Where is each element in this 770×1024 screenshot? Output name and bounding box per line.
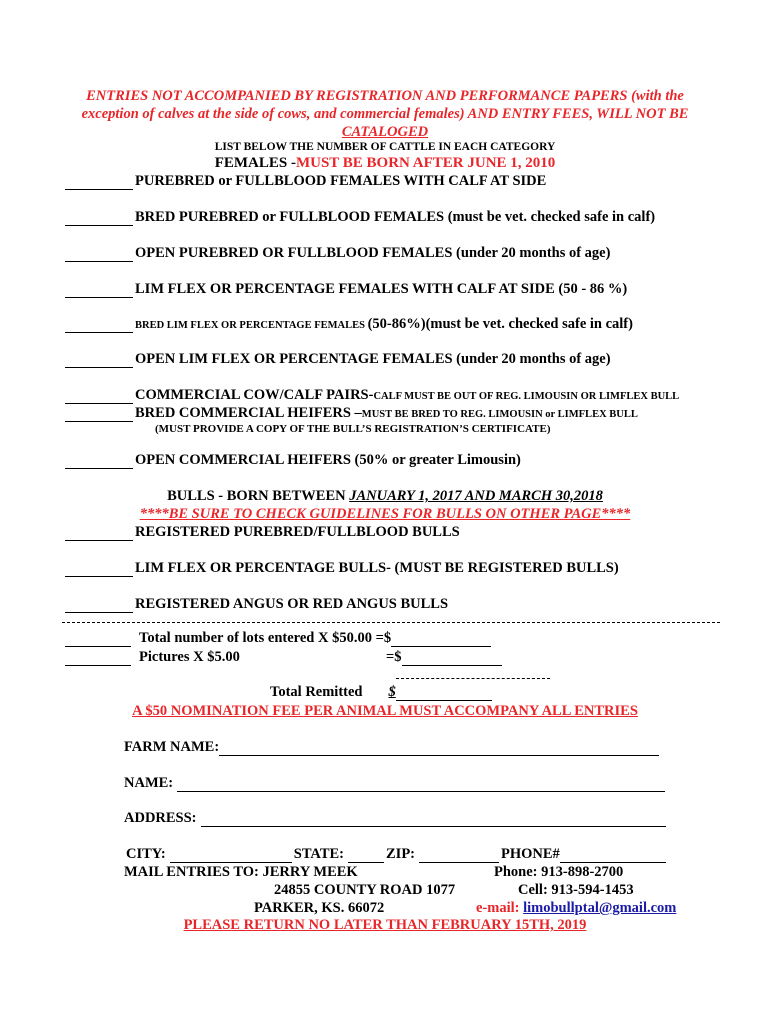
count-blank[interactable] [65, 353, 133, 368]
row-label: LIM FLEX OR PERCENTAGE FEMALES WITH CALF AT SIDE (50 - 86 %) [135, 281, 628, 297]
count-blank[interactable] [65, 454, 133, 469]
row-label: OPEN LIM FLEX OR PERCENTAGE FEMALES (under 20 months of age) [135, 351, 611, 367]
count-blank[interactable] [65, 211, 133, 226]
females-heading [0, 155, 770, 172]
pictures-row [65, 649, 240, 666]
total-lots-label: Total number of lots entered X $50.00 =$ [139, 630, 392, 646]
warning-line-2: exception of calves at the side of cows, and commercial females) AND ENTRY FEES, WILL NOT BE [81, 106, 689, 122]
name-field [124, 775, 667, 792]
female-row-9 [65, 452, 521, 469]
email-link[interactable]: limobullptal@gmail.com [523, 900, 677, 916]
bull-certificate-note: (MUST PROVIDE A COPY OF THE BULL’S REGISTRATION’S CERTIFICATE) [155, 423, 551, 435]
city-state-zip-phone-row [126, 846, 668, 863]
count-blank[interactable] [65, 247, 133, 262]
pictures-label: Pictures X $5.00 [139, 649, 240, 665]
mail-city: PARKER, KS. 66072 [254, 900, 385, 916]
dashed-separator [62, 622, 720, 623]
count-blank[interactable] [65, 526, 133, 541]
row-label: REGISTERED ANGUS OR RED ANGUS BULLS [135, 596, 449, 612]
female-row-4 [65, 281, 627, 298]
female-row-1 [65, 173, 546, 190]
total-remitted-dollar: $ [388, 684, 396, 700]
row-label-small: CALF MUST BE OUT OF REG. LIMOUSIN OR LIMFLEX BULL [373, 391, 680, 402]
state-input[interactable] [348, 848, 384, 863]
total-remitted-label: Total Remitted [270, 684, 363, 700]
mail-phone: Phone: 913-898-2700 [494, 864, 624, 880]
count-blank[interactable] [65, 283, 133, 298]
phone-input[interactable] [560, 848, 666, 863]
total-lots-row [65, 630, 493, 647]
count-blank[interactable] [65, 175, 133, 190]
farm-name-input[interactable] [219, 741, 659, 756]
count-blank[interactable] [65, 389, 133, 404]
count-blank[interactable] [65, 407, 133, 422]
row-label: BRED COMMERCIAL HEIFERS – [135, 405, 362, 421]
female-row-2 [65, 209, 655, 226]
zip-input[interactable] [419, 848, 499, 863]
subtotal-separator [396, 678, 550, 679]
row-label-small: BRED LIM FLEX OR PERCENTAGE FEMALES [135, 320, 368, 331]
mail-email-row [476, 900, 676, 917]
females-born-after: MUST BE BORN AFTER JUNE 1, 2010 [295, 155, 556, 171]
count-blank[interactable] [65, 632, 131, 647]
female-row-3 [65, 245, 610, 262]
count-blank[interactable] [65, 651, 131, 666]
address-input[interactable] [201, 812, 666, 827]
address-field [124, 810, 668, 827]
amount-blank[interactable] [402, 651, 502, 666]
warning-line-1: ENTRIES NOT ACCOMPANIED BY REGISTRATION AND PERFORMANCE PAPERS (with the [86, 88, 684, 104]
row-label: LIM FLEX OR PERCENTAGE BULLS- (MUST BE REGISTERED BULLS) [135, 560, 619, 576]
email-label: e-mail: [476, 900, 524, 916]
total-remitted-row [270, 684, 494, 701]
return-deadline: PLEASE RETURN NO LATER THAN FEBRUARY 15TH, 2019 [183, 917, 587, 933]
female-row-7 [65, 387, 679, 404]
bull-row-2 [65, 560, 619, 577]
list-below-instruction: LIST BELOW THE NUMBER OF CATTLE IN EACH CATEGORY [214, 141, 556, 153]
females-heading-prefix: FEMALES - [214, 155, 296, 171]
female-row-5 [65, 316, 633, 333]
amount-blank[interactable] [396, 686, 492, 701]
city-input[interactable] [170, 848, 292, 863]
state-label: STATE: [293, 846, 344, 862]
bulls-guidelines-note: ****BE SURE TO CHECK GUIDELINES FOR BULLS ON OTHER PAGE**** [139, 506, 631, 522]
amount-blank[interactable] [391, 632, 491, 647]
address-label: ADDRESS: [124, 810, 197, 826]
zip-label: ZIP: [386, 846, 415, 862]
bull-row-1 [65, 524, 460, 541]
bulls-born-dates: JANUARY 1, 2017 AND MARCH 30,2018 [349, 488, 603, 504]
count-blank[interactable] [65, 562, 133, 577]
bull-row-3 [65, 596, 448, 613]
mail-street: 24855 COUNTY ROAD 1077 [274, 882, 456, 898]
pictures-eq: =$ [386, 649, 402, 665]
mail-entries-to: MAIL ENTRIES TO: JERRY MEEK [124, 864, 358, 880]
bulls-heading-prefix: BULLS - BORN BETWEEN [167, 488, 350, 504]
city-label: CITY: [126, 846, 166, 862]
pictures-amount [386, 649, 504, 666]
bulls-heading [0, 488, 770, 505]
name-input[interactable] [177, 777, 665, 792]
row-label: (50-86%)(must be vet. checked safe in calf) [367, 316, 633, 332]
count-blank[interactable] [65, 598, 133, 613]
name-label: NAME: [124, 775, 174, 791]
row-label: BRED PUREBRED or FULLBLOOD FEMALES (must be vet. checked safe in calf) [135, 209, 656, 225]
row-label-small: MUST BE BRED TO REG. LIMOUSIN or LIMFLEX BULL [361, 409, 638, 420]
female-row-6 [65, 351, 611, 368]
warning-line-3: CATALOGED [341, 124, 429, 140]
female-row-8 [65, 405, 638, 422]
row-label: COMMERCIAL COW/CALF PAIRS- [135, 387, 374, 403]
mail-cell: Cell: 913-594-1453 [518, 882, 634, 898]
farm-name-label: FARM NAME: [124, 739, 220, 755]
nomination-fee-notice: A $50 NOMINATION FEE PER ANIMAL MUST ACCOMPANY ALL ENTRIES [132, 703, 638, 719]
row-label: OPEN COMMERCIAL HEIFERS (50% or greater Limousin) [135, 452, 521, 468]
row-label: OPEN PUREBRED OR FULLBLOOD FEMALES (under 20 months of age) [135, 245, 611, 261]
phone-label: PHONE# [501, 846, 560, 862]
row-label: PUREBRED or FULLBLOOD FEMALES WITH CALF AT SIDE [135, 173, 547, 189]
farm-name-field [124, 739, 661, 756]
count-blank[interactable] [65, 318, 133, 333]
row-label: REGISTERED PUREBRED/FULLBLOOD BULLS [135, 524, 460, 540]
